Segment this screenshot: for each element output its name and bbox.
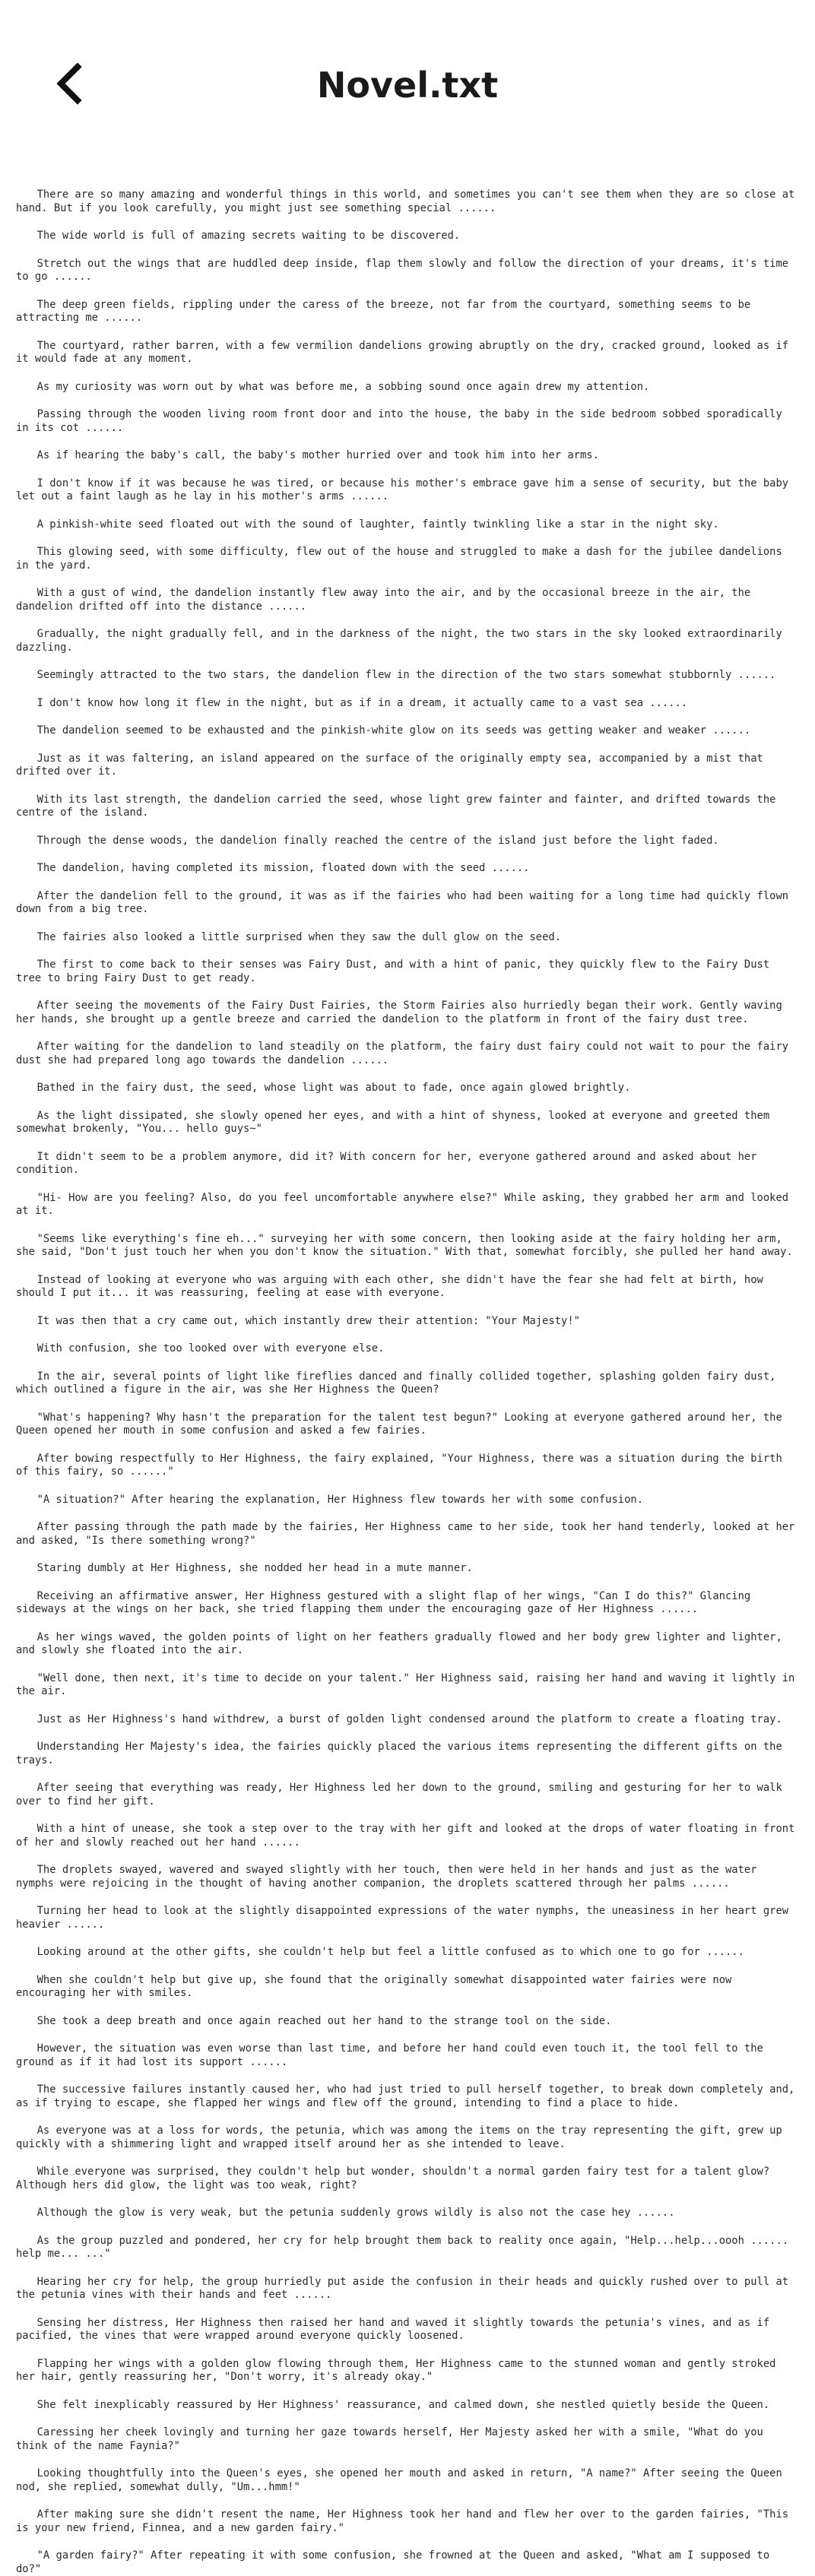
paragraph: With confusion, she too looked over with everyone else. xyxy=(36,1342,385,1355)
paragraph: The first to come back to their senses was Fairy Dust, and with a hint of panic, they quickly flew to the Fairy Dust tree to bring Fairy Dust to get ready. xyxy=(16,958,776,984)
paragraph: Hearing her cry for help, the group hurriedly put aside the confusion in their heads and quickly rushed over to pull at the petunia vines with their hands and feet ...... xyxy=(16,2275,795,2301)
paragraph: Flapping her wings with a golden glow flowing through them, Her Highness came to the stunned woman and gently stroked her hair, gently reassuring her, "Don't worry, it's already okay." xyxy=(16,2357,782,2383)
paragraph: This glowing seed, with some difficulty, flew out of the house and struggled to make a dash for the jubilee dandelions in the yard. xyxy=(16,546,789,572)
paragraph: With a hint of unease, she took a step over to the tray with her gift and looked at the drops of water floating in front of her and slowly reached out her hand ...... xyxy=(16,1823,801,1849)
paragraph: As her wings waved, the golden points of light on her feathers gradually flowed and her body grew lighter and lighter, and slowly she floated into the air. xyxy=(16,1630,789,1656)
paragraph: A pinkish-white seed floated out with the sound of laughter, faintly twinkling like a star in the night sky. xyxy=(36,518,719,531)
paragraph: The droplets swayed, wavered and swayed slightly with her touch, then were held in her hands and just as the water nymphs were rejoicing in the thought of having another companion, the droplets scattered through her palms ...... xyxy=(16,1864,763,1890)
paragraph: She took a deep breath and once again reached out her hand to the strange tool on the side. xyxy=(36,2014,612,2027)
paragraph: The deep green fields, rippling under the caress of the breeze, not far from the courtyard, something seems to be attracting me ...... xyxy=(16,298,757,324)
paragraph: "Well done, then next, it's time to decide on your talent." Her Highness said, raising her hand and waving it lightly in the air. xyxy=(16,1671,801,1697)
paragraph: The successive failures instantly caused her, who had just tried to pull herself together, to break down completely and, as if trying to escape, she flapped her wings and flew off the ground, intending to find a place to hide. xyxy=(16,2083,801,2109)
paragraph: After bowing respectfully to Her Highness, the fairy explained, "Your Highness, there was a situation during the birth of this fairy, so ......" xyxy=(16,1452,789,1478)
paragraph: After seeing the movements of the Fairy Dust Fairies, the Storm Fairies also hurriedly began their work. Gently waving her hands, she brought up a gentle breeze and carried the dandelion to the platform in front of the fairy dust tree. xyxy=(16,1000,789,1025)
paragraph: She felt inexplicably reassured by Her Highness' reassurance, and calmed down, she nestled quietly beside the Queen. xyxy=(36,2398,770,2411)
paragraph: "What's happening? Why hasn't the preparation for the talent test begun?" Looking at everyone gathered around her, the Queen opened her mouth in some confusion and asked a few fairies. xyxy=(16,1411,789,1437)
paragraph: I don't know if it was because he was tired, or because his mother's embrace gave him a sense of security, but the baby let out a faint laugh as he lay in his mother's arms ...... xyxy=(16,477,795,502)
paragraph: With a gust of wind, the dandelion instantly flew away into the air, and by the occasional breeze in the air, the dandelion drifted off into the distance ...... xyxy=(16,587,757,613)
paragraph: As the group puzzled and pondered, her cry for help brought them back to reality once again, "Help...help...oooh ...... help me... ..." xyxy=(16,2234,795,2260)
document-text[interactable] xyxy=(16,189,801,2575)
paragraph: When she couldn't help but give up, she found that the originally somewhat disappointed water fairies were now encouraging her with smiles. xyxy=(16,1973,738,1999)
paragraph: The dandelion seemed to be exhausted and the pinkish-white glow on its seeds was getting weaker and weaker ...... xyxy=(36,724,751,737)
paragraph: With its last strength, the dandelion carried the seed, whose light grew fainter and fainter, and drifted towards the centre of the island. xyxy=(16,793,782,819)
paragraph: Bathed in the fairy dust, the seed, whose light was about to fade, once again glowed brightly. xyxy=(36,1082,631,1094)
paragraph: Although the glow is very weak, but the petunia suddenly grows wildly is also not the case hey ...... xyxy=(36,2207,675,2219)
paragraph: Seemingly attracted to the two stars, the dandelion flew in the direction of the two stars somewhat stubbornly ...... xyxy=(36,669,776,681)
paragraph: As everyone was at a loss for words, the petunia, which was among the items on the tray representing the gift, grew up quickly with a shimmering light and wrapped itself around her as she intended to leave. xyxy=(16,2124,789,2150)
paragraph: Looking thoughtfully into the Queen's eyes, she opened her mouth and asked in return, "A name?" After seeing the Queen nod, she replied, somewhat dully, "Um...hmm!" xyxy=(16,2467,789,2493)
paragraph: After seeing that everything was ready, Her Highness led her down to the ground, smiling and gesturing for her to walk over to find her gift. xyxy=(16,1782,789,1808)
paragraph: The fairies also looked a little surprised when they saw the dull glow on the seed. xyxy=(36,930,562,943)
paragraph: After making sure she didn't resent the name, Her Highness took her hand and flew her over to the garden fairies, "This is your new friend, Finnea, and a new garden fairy." xyxy=(16,2508,795,2534)
paragraph: "Seems like everything's fine eh..." surveying her with some concern, then looking aside at the fairy holding her arm, she said, "Don't just touch her when you don't know the situation." With that, somewhat forcibly, she pulled her hand away. xyxy=(16,1232,793,1258)
paragraph: It didn't seem to be a problem anymore, did it? With concern for her, everyone gathered around and asked about her condition. xyxy=(16,1150,763,1176)
paragraph: Understanding Her Majesty's idea, the fairies quickly placed the various items representing the different gifts on the trays. xyxy=(16,1741,789,1766)
paragraph: Caressing her cheek lovingly and turning her gaze towards herself, Her Majesty asked her with a smile, "What do you think of the name Faynia?" xyxy=(16,2426,770,2452)
paragraph: Staring dumbly at Her Highness, she nodded her head in a mute manner. xyxy=(36,1562,473,1574)
paragraph: As the light dissipated, she slowly opened her eyes, and with a hint of shyness, looked at everyone and greeted them somewhat brokenly, "You... hello guys~" xyxy=(16,1109,776,1135)
top-bar xyxy=(0,0,815,175)
paragraph: Passing through the wooden living room front door and into the house, the baby in the side bedroom sobbed sporadically in its cot ...... xyxy=(16,408,789,434)
paragraph: After passing through the path made by the fairies, Her Highness came to her side, took her hand tenderly, looked at her and asked, "Is there something wrong?" xyxy=(16,1521,801,1547)
paragraph: Looking around at the other gifts, she couldn't help but feel a little confused as to which one to go for ...... xyxy=(36,1946,744,1958)
paragraph: After the dandelion fell to the ground, it was as if the fairies who had been waiting for a long time had quickly flown down from a big tree. xyxy=(16,889,795,915)
paragraph: As if hearing the baby's call, the baby's mother hurried over and took him into her arms. xyxy=(36,449,599,461)
paragraph: In the air, several points of light like fireflies danced and finally collided together, splashing golden fairy dust, which outlined a figure in the air, was she Her Highness the Queen? xyxy=(16,1370,782,1396)
paragraph: Just as Her Highness's hand withdrew, a burst of golden light condensed around the platform to create a floating tray. xyxy=(36,1713,782,1725)
paragraph: The courtyard, rather barren, with a few vermilion dandelions growing abruptly on the dry, cracked ground, looked as if it would fade at any moment. xyxy=(16,339,795,365)
paragraph: The dandelion, having completed its mission, floated down with the seed ...... xyxy=(36,862,530,874)
paragraph: "A garden fairy?" After repeating it with some confusion, she frowned at the Queen and asked, "What am I supposed to do?" xyxy=(16,2549,776,2575)
paragraph: Sensing her distress, Her Highness then raised her hand and waved it slightly towards the petunia's vines, and as if pacified, the vines that were wrapped around everyone quickly loosened. xyxy=(16,2316,776,2342)
paragraph: Stretch out the wings that are huddled deep inside, flap them slowly and follow the direction of your dreams, it's time to go ...... xyxy=(16,257,795,283)
paragraph: Turning her head to look at the slightly disappointed expressions of the water nymphs, the uneasiness in her heart grew heavier ...... xyxy=(16,1905,795,1931)
paragraph: There are so many amazing and wonderful things in this world, and sometimes you can't see them when they are so close at hand. But if you look carefully, you might just see something special ...... xyxy=(16,189,801,214)
paragraph: Through the dense woods, the dandelion finally reached the centre of the island just before the light faded. xyxy=(36,834,719,847)
paragraph: "A situation?" After hearing the explanation, Her Highness flew towards her with some confusion. xyxy=(36,1493,644,1506)
paragraph: While everyone was surprised, they couldn't help but wonder, shouldn't a normal garden fairy test for a talent glow? Although hers did glow, the light was too weak, right? xyxy=(16,2166,776,2191)
paragraph: I don't know how long it flew in the night, but as if in a dream, it actually came to a vast sea ...... xyxy=(36,696,688,709)
paragraph: The wide world is full of amazing secrets waiting to be discovered. xyxy=(36,230,461,242)
paragraph: Instead of looking at everyone who was arguing with each other, she didn't have the fear she had felt at birth, how should I put it... it was reassuring, feeling at ease with everyone. xyxy=(16,1273,770,1299)
paragraph: However, the situation was even worse than last time, and before her hand could even touch it, the tool fell to the ground as if it had lost its support ...... xyxy=(16,2042,770,2068)
paragraph: After waiting for the dandelion to land steadily on the platform, the fairy dust fairy could not wait to pour the fairy dust she had prepared long ago towards the dandelion ...... xyxy=(16,1041,795,1066)
paragraph: "Hi- How are you feeling? Also, do you feel uncomfortable anywhere else?" While asking, they grabbed her arm and looked at it. xyxy=(16,1191,795,1217)
paragraph: As my curiosity was worn out by what was before me, a sobbing sound once again drew my attention. xyxy=(36,380,650,393)
paragraph: Receiving an affirmative answer, Her Highness gestured with a slight flap of her wings, "Can I do this?" Glancing sideways at the wings on her back, she tried flapping them under the encouraging gaze of Her Highness ...... xyxy=(16,1589,757,1615)
paragraph: Just as it was faltering, an island appeared on the surface of the originally empty sea, accompanied by a mist that drifted over it. xyxy=(16,752,770,778)
paragraph: It was then that a cry came out, which instantly drew their attention: "Your Majesty!" xyxy=(36,1314,580,1327)
paragraph: Gradually, the night gradually fell, and in the darkness of the night, the two stars in the sky looked extraordinarily dazzling. xyxy=(16,628,789,654)
page-title: Novel.txt xyxy=(316,65,499,106)
